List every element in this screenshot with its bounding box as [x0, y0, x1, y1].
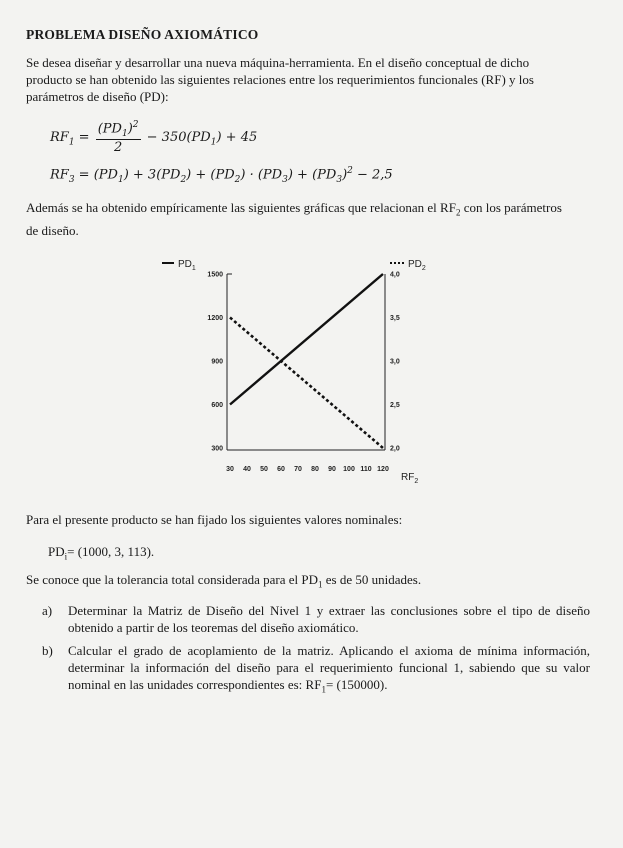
- left-axis-tick-label: 300: [211, 445, 223, 453]
- x-axis-tick-label: 100: [343, 466, 355, 473]
- x-axis-tick-label: 90: [328, 466, 336, 473]
- x-axis-tick-label: 30: [226, 466, 234, 473]
- left-axis-tick-label: 900: [211, 358, 223, 366]
- right-axis-tick-label: 2,0: [390, 445, 400, 453]
- x-axis-tick-label: 70: [294, 466, 302, 473]
- pd-nominal-values: $PD_i= (1000$, 3, 113).: [48, 544, 155, 562]
- series-line-pd2: [230, 318, 383, 449]
- equation-rf3: $RF_3 = (PD_1) + 3(PD_2) + (PD_2) \cdot (PD_3) + (PD_3)^2 - 2,5$: [50, 166, 393, 185]
- left-axis-tick-label: 1500: [207, 271, 223, 279]
- x-axis-label: $RF_2$: [401, 472, 419, 485]
- document-title: PROBLEMA DISEÑO AXIOMÁTICO: [26, 27, 259, 42]
- x-axis-tick-label: 50: [260, 466, 268, 473]
- series-line-pd1: [230, 274, 383, 405]
- equation-rf1: $RF_1$ = $\frac{(PD_1)^2}{2}$ − $350(PD_1) + 45$: [50, 120, 258, 155]
- x-axis-tick-label: 80: [311, 466, 319, 473]
- x-axis-tick-label: 120: [377, 466, 389, 473]
- x-axis-tick-label: 60: [277, 466, 285, 473]
- rf2-chart: [150, 250, 440, 490]
- question-a: a) Determinar la Matriz de Diseño del Nivel 1 y extraer las conclusiones sobre el tipo de diseño obtenido a partir de los teoremas del diseño axiomático.: [42, 603, 590, 635]
- intro-paragraph: Se desea diseñar y desarrollar una nueva máquina-herramienta. En el diseño conceptual de dicho producto se han obtenido las siguientes relaciones entre los requerimientos funcionales (RF) y los parámetros de diseño (PD):: [26, 55, 534, 104]
- left-axis-tick-label: 1200: [207, 315, 223, 322]
- right-axis-tick-label: 4,0: [390, 271, 400, 279]
- left-axis-tick-label: 600: [211, 402, 223, 409]
- fraction: $\frac{(PD_1)^2}{2}$: [97, 120, 139, 155]
- legend-pd2-label: $PD_2$: [408, 259, 426, 272]
- nominal-intro: Para el presente producto se han fijado los siguientes valores nominales:: [26, 512, 403, 527]
- question-list: [42, 602, 590, 705]
- legend-pd1-label: $PD_1$: [178, 259, 196, 272]
- tolerance-paragraph: Se conoce que la tolerancia total considerada para el $PD_1$ es de 50 unidades.: [26, 572, 422, 590]
- right-axis-tick-label: 2,5: [390, 402, 400, 409]
- question-b: b) Calcular el grado de acoplamiento de la matriz. Aplicando el axioma de mínima información, determinar la información del diseño para el requerimiento funcional 1, sabiendo que su valor nominal en las unidades correspondientes es: $RF_1= (150000)$.: [42, 643, 590, 695]
- x-axis-tick-label: 110: [360, 466, 372, 473]
- x-axis-tick-label: 40: [243, 466, 251, 473]
- right-axis-tick-label: 3,5: [390, 315, 400, 322]
- chart-intro-paragraph: Además se ha obtenido empíricamente las siguientes gráficas que relacionan el $RF_2$ con los parámetros de diseño.: [26, 200, 562, 238]
- right-axis-tick-label: 3,0: [390, 358, 400, 366]
